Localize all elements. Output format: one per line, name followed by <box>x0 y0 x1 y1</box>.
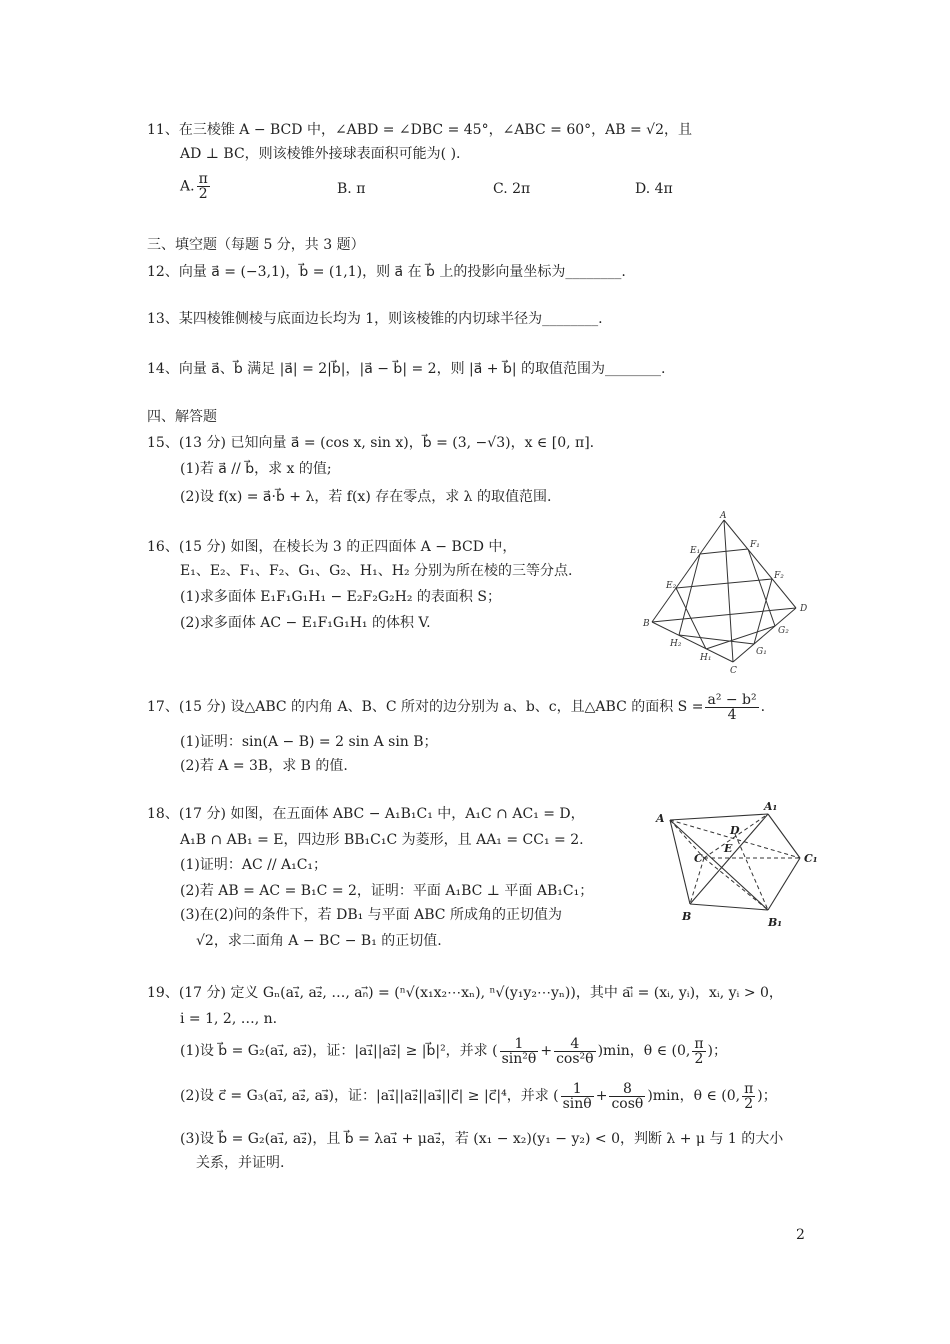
fig18-label-e: E <box>724 842 733 855</box>
q11-option-c: C. 2π <box>493 181 531 197</box>
q11-line2: AD ⊥ BC，则该棱锥外接球表面积可能为( ). <box>180 146 461 162</box>
fig18-label-b1: B₁ <box>768 916 783 929</box>
q16-line3: (1)求多面体 E₁F₁G₁H₁ − E₂F₂G₂H₂ 的表面积 S； <box>180 589 501 605</box>
q19-l3-frac3 <box>692 1037 705 1066</box>
q19-l4-frac3-num: π <box>744 1080 754 1097</box>
q19-l3-frac1-num: 1 <box>500 1037 539 1052</box>
q19-l4-frac2-num: 8 <box>609 1082 645 1097</box>
q17-line1 <box>147 690 765 724</box>
q11-option-d: D. 4π <box>635 181 673 197</box>
q19-l3-frac3-den: 2 <box>694 1050 704 1067</box>
q11-option-a-den: 2 <box>198 186 208 202</box>
tetrahedron-figure <box>640 510 820 675</box>
q18-line5: (3)在(2)问的条件下，若 DB₁ 与平面 ABC 所成角的正切值为 <box>180 907 562 923</box>
q17-fraction-num: a² − b² <box>707 691 757 708</box>
fig18-label-a1: A₁ <box>764 800 778 813</box>
q17-fraction-den: 4 <box>727 706 737 723</box>
q19-l4-mid: )min，θ ∈ (0, <box>647 1088 741 1104</box>
q19-line2: i = 1, 2, …, n. <box>180 1011 278 1027</box>
q19-line1: 19、(17 分) 定义 Gₙ(a₁⃗, a₂⃗, …, aₙ⃗) = (ⁿ√(x₁x₂⋯xₙ), ⁿ√(y₁y₂⋯yₙ))，其中 aᵢ⃗ = (xᵢ, yᵢ)，xᵢ, yᵢ > 0， <box>147 985 783 1001</box>
q18-line1: 18、(17 分) 如图，在五面体 ABC − A₁B₁C₁ 中，A₁C ∩ AC₁ = D， <box>147 806 585 822</box>
q19-l3-frac1 <box>500 1037 539 1066</box>
q16-line1: 16、(15 分) 如图，在棱长为 3 的正四面体 A − BCD 中， <box>147 539 517 555</box>
q11-line1: 11、在三棱锥 A − BCD 中，∠ABD = ∠DBC = 45°，∠ABC = 60°，AB = √2，且 <box>147 122 692 138</box>
q18-line2: A₁B ∩ AB₁ = E，四边形 BB₁C₁C 为菱形，且 AA₁ = CC₁ = 2. <box>180 832 584 848</box>
q17-line1-text: 17、(15 分) 设△ABC 的内角 A、B、C 所对的边分别为 a、b、c，且△ABC 的面积 S = <box>147 699 704 715</box>
q18-line3: (1)证明：AC // A₁C₁； <box>180 857 328 873</box>
q17-area-fraction <box>705 693 758 722</box>
q19-l4-frac3-den: 2 <box>744 1095 754 1112</box>
fig16-label-f1: F₁ <box>750 540 760 550</box>
q19-line3 <box>180 1034 727 1068</box>
q13-text: 13、某四棱锥侧棱与底面边长均为 1，则该棱锥的内切球半径为________. <box>147 311 603 327</box>
fig16-label-e1: E₁ <box>690 546 701 556</box>
fig16-label-h2: H₂ <box>670 639 682 649</box>
q15-line3: (2)设 f(x) = a⃗·b⃗ + λ，若 f(x) 存在零点，求 λ 的取值范围. <box>180 489 552 505</box>
q19-l3-frac1-den: sin²θ <box>501 1050 537 1067</box>
q19-l4-text: (2)设 c⃗ = G₃(a₁⃗, a₂⃗, a₃⃗)，证：|a₁⃗||a₂⃗||a₃⃗||c⃗| ≥ |c⃗|⁴，并求 ( <box>180 1088 559 1104</box>
q17-line3: (2)若 A = 3B，求 B 的值. <box>180 758 348 774</box>
fig18-label-a: A <box>656 812 665 825</box>
q11-option-a-fraction <box>197 172 210 201</box>
q16-line2: E₁、E₂、F₁、F₂、G₁、G₂、H₁、H₂ 分别为所在棱的三等分点. <box>180 563 573 579</box>
q19-l3-frac2-den: cos²θ <box>556 1050 594 1067</box>
q12-text: 12、向量 a⃗ = (−3,1)，b⃗ = (1,1)，则 a⃗ 在 b⃗ 上的投影向量坐标为________. <box>147 264 626 280</box>
q11-option-b: B. π <box>337 181 366 197</box>
fig18-label-c: C <box>694 852 703 865</box>
fig16-label-e2: E₂ <box>666 581 677 591</box>
q19-l3-plus: + <box>540 1043 553 1059</box>
q11-option-a-num: π <box>198 171 208 187</box>
fig16-label-h1: H₁ <box>700 653 712 663</box>
fig16-label-d: D <box>800 604 808 614</box>
q19-l4-frac1 <box>561 1082 594 1111</box>
q17-line2: (1)证明：sin(A − B) = 2 sin A sin B； <box>180 734 438 750</box>
q19-l3-mid: )min，θ ∈ (0, <box>597 1043 691 1059</box>
q15-line1: 15、(13 分) 已知向量 a⃗ = (cos x, sin x)，b⃗ = (3, −√3)，x ∈ [0, π]. <box>147 435 595 451</box>
section-3-title: 三、填空题（每题 5 分，共 3 题） <box>147 237 365 253</box>
fig18-label-c1: C₁ <box>804 852 818 865</box>
q19-l4-frac2-den: cosθ <box>611 1095 644 1112</box>
q19-l4-frac1-num: 1 <box>561 1082 594 1097</box>
q15-line2: (1)若 a⃗ // b⃗，求 x 的值; <box>180 461 332 477</box>
q11-option-a-prefix: A. <box>180 178 195 195</box>
q19-l3-frac2 <box>554 1037 596 1066</box>
fig16-label-a: A <box>720 511 727 521</box>
fig18-label-d: D <box>730 824 740 837</box>
q17-line1-end: . <box>760 699 766 715</box>
q19-l3-frac2-num: 4 <box>554 1037 596 1052</box>
page-number: 2 <box>796 1227 805 1243</box>
fig16-label-g2: G₂ <box>778 626 789 636</box>
pentahedron-figure <box>650 800 830 930</box>
q19-l3-end: )； <box>707 1043 727 1059</box>
fig16-label-f2: F₂ <box>774 571 784 581</box>
q14-text: 14、向量 a⃗、b⃗ 满足 |a⃗| = 2|b⃗|，|a⃗ − b⃗| = 2，则 |a⃗ + b⃗| 的取值范围为________. <box>147 361 666 377</box>
fig16-label-b: B <box>643 619 650 629</box>
section-4-title: 四、解答题 <box>147 409 217 425</box>
q19-line5: (3)设 b⃗ = G₂(a₁⃗, a₂⃗)，且 b⃗ = λa₁⃗ + μa₂⃗，若 (x₁ − x₂)(y₁ − y₂) < 0，判断 λ + μ 与 1 的大小 <box>180 1131 784 1147</box>
q19-l4-frac3 <box>742 1082 755 1111</box>
q19-l3-text: (1)设 b⃗ = G₂(a₁⃗, a₂⃗)，证：|a₁⃗||a₂⃗| ≥ |b⃗|²，并求 ( <box>180 1043 498 1059</box>
q16-line4: (2)求多面体 AC − E₁F₁G₁H₁ 的体积 V. <box>180 615 431 631</box>
fig16-label-g1: G₁ <box>756 647 767 657</box>
q11-option-a <box>180 172 212 201</box>
fig16-label-c: C <box>730 666 737 675</box>
q19-l4-frac2 <box>609 1082 645 1111</box>
q19-l4-plus: + <box>595 1088 608 1104</box>
q19-l4-end: )； <box>757 1088 777 1104</box>
q19-l3-frac3-num: π <box>694 1035 704 1052</box>
q18-line6: √2，求二面角 A − BC − B₁ 的正切值. <box>196 933 442 949</box>
q19-l4-frac1-den: sinθ <box>562 1095 592 1112</box>
fig18-label-b: B <box>682 910 692 923</box>
q19-line4 <box>180 1079 777 1113</box>
q18-line4: (2)若 AB = AC = B₁C = 2，证明：平面 A₁BC ⊥ 平面 AB₁C₁； <box>180 883 594 899</box>
q19-line6: 关系，并证明. <box>196 1155 285 1171</box>
